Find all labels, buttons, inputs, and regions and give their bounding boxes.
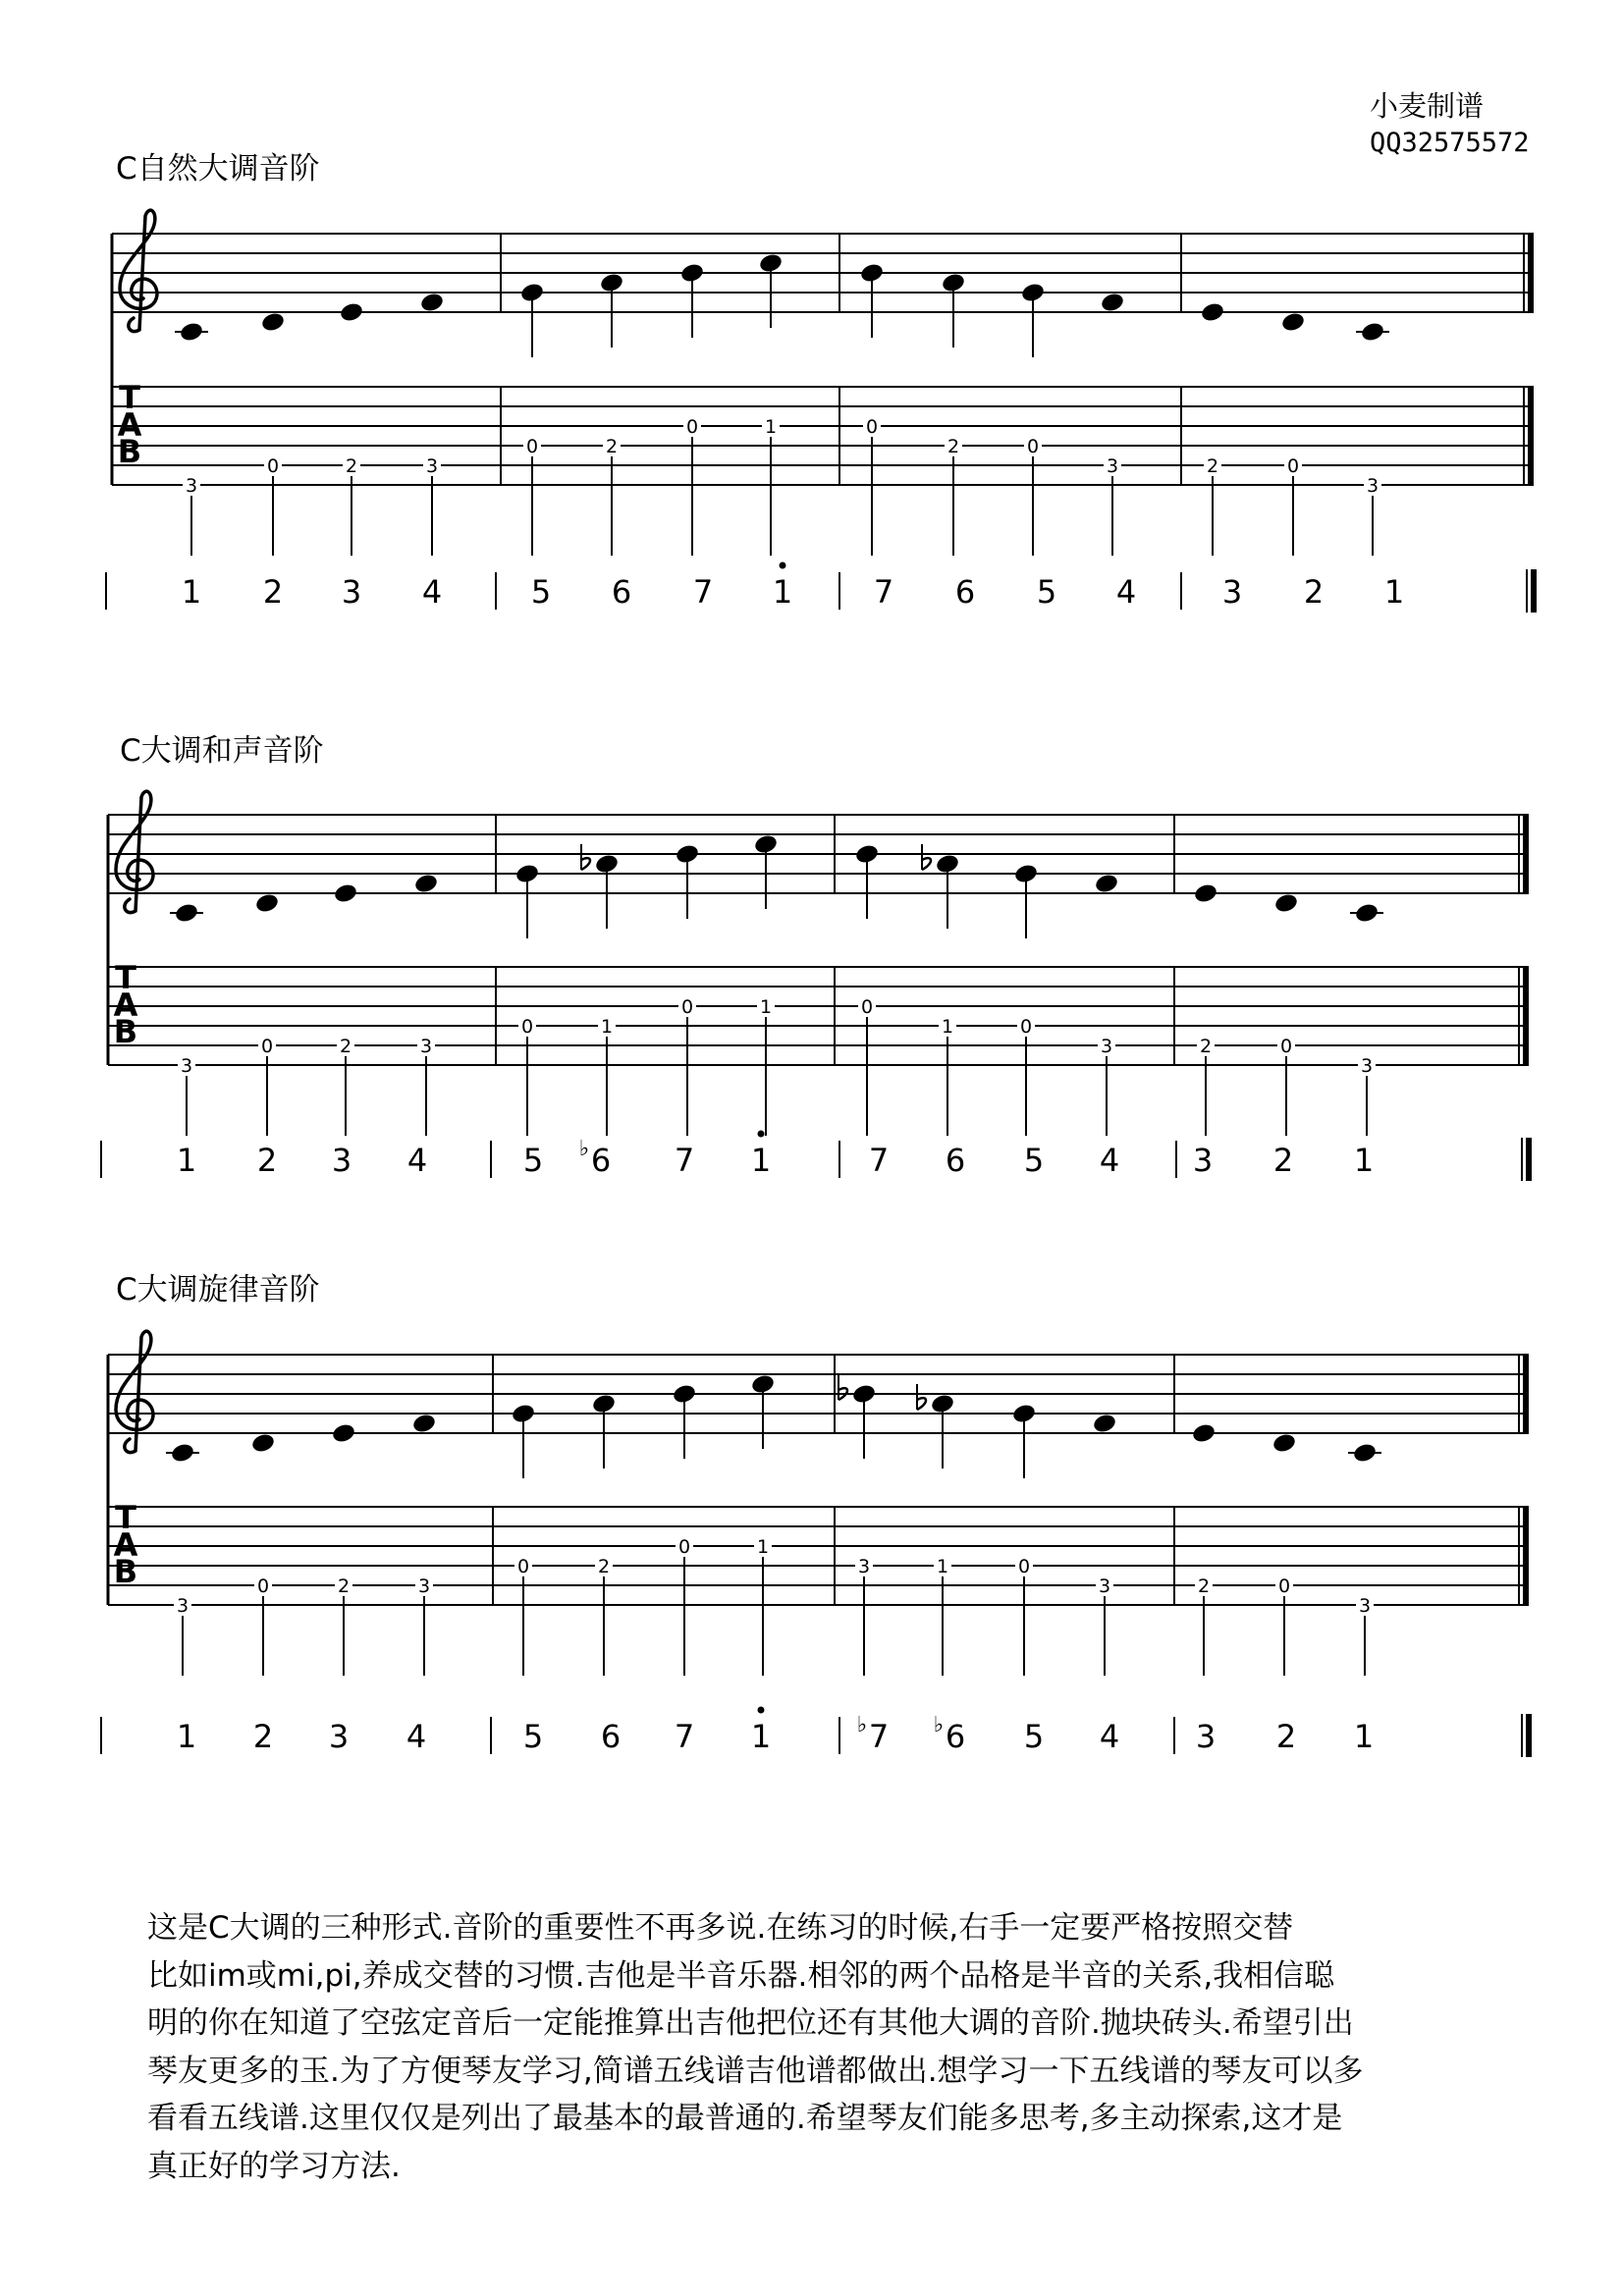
notehead: [1193, 882, 1218, 905]
note: [331, 1422, 356, 1676]
tab-label-a: A: [113, 1526, 138, 1564]
tab-fret-number: 1: [756, 1536, 770, 1558]
jianpu-note: 5: [530, 573, 552, 611]
tab-fret-number: 0: [520, 1016, 534, 1038]
tab-fret-number: 3: [425, 455, 439, 477]
note: [413, 873, 439, 1136]
notehead: [411, 1413, 437, 1435]
notehead: [1100, 292, 1125, 314]
notehead: [1200, 301, 1225, 324]
notehead: [1094, 873, 1119, 895]
jianpu-note: 5: [1023, 1142, 1045, 1179]
tab-fret-number: 0: [865, 416, 879, 438]
section-title-harmonic: C大调和声音阶: [120, 733, 324, 769]
note: [1273, 892, 1299, 1136]
tab-fret-number: 0: [1277, 1575, 1291, 1597]
notehead: [1352, 1442, 1378, 1465]
note: [675, 843, 700, 1136]
tab-fret-number: 0: [266, 455, 280, 477]
notehead: [174, 902, 199, 925]
jianpu-note: 2: [1272, 1142, 1294, 1179]
notehead: [179, 321, 204, 344]
notehead: [250, 1432, 276, 1455]
note: [514, 863, 540, 1136]
tab-fret-number: 3: [419, 1036, 433, 1057]
note: [419, 292, 445, 556]
jianpu-note: 1: [750, 1718, 772, 1755]
tab-fret-number: 3: [185, 475, 198, 497]
note: [917, 1384, 955, 1676]
note: [859, 262, 885, 556]
tab-fret-number: 3: [1098, 1575, 1111, 1597]
system-3: [101, 1331, 1529, 1757]
jianpu-note: 5: [522, 1142, 544, 1179]
notehead: [170, 1442, 195, 1465]
jianpu-flat-icon: ♭: [578, 1137, 590, 1161]
note: [591, 1393, 617, 1676]
tab-fret-number: 3: [1358, 1595, 1372, 1617]
note: [1100, 292, 1125, 556]
jianpu-note: 4: [421, 573, 443, 611]
note: [511, 1403, 536, 1676]
note: [753, 833, 779, 1136]
note: [854, 843, 880, 1136]
jianpu-note: 4: [1099, 1142, 1120, 1179]
notehead: [260, 311, 286, 334]
jianpu-note: 5: [1036, 573, 1057, 611]
jianpu-note: 7: [873, 573, 894, 611]
tab-fret-number: 2: [1197, 1575, 1211, 1597]
note: [339, 301, 364, 556]
tab-fret-number: 1: [936, 1556, 949, 1577]
tab-fret-number: 3: [857, 1556, 871, 1577]
tab-fret-number: 1: [764, 416, 778, 438]
notehead: [1271, 1432, 1297, 1455]
note: [170, 902, 203, 1136]
note: [679, 262, 705, 556]
flat-icon: [581, 858, 590, 870]
jianpu-octave-dot: [780, 562, 786, 569]
author-name: 小麦制谱: [1370, 89, 1485, 123]
tab-fret-number: 3: [1106, 455, 1119, 477]
note: [1348, 1442, 1381, 1676]
tab-fret-number: 2: [1199, 1036, 1213, 1057]
tab-label-t: T: [115, 959, 136, 996]
tab-label-b: B: [113, 1553, 138, 1590]
jianpu-note: 2: [252, 1718, 274, 1755]
note: [1356, 321, 1389, 556]
note: [1280, 311, 1306, 556]
tab-fret-number: 0: [516, 1556, 530, 1577]
note: [1350, 902, 1383, 1136]
jianpu-note: 6: [600, 1718, 622, 1755]
tab-fret-number: 2: [337, 1575, 351, 1597]
note: [1020, 282, 1046, 556]
tab-label-b: B: [117, 433, 142, 470]
note: [672, 1383, 697, 1676]
note: [922, 844, 960, 1136]
tab-fret-number: 2: [1206, 455, 1219, 477]
note: [260, 311, 286, 556]
jianpu-note: 5: [522, 1718, 544, 1755]
jianpu-note: 3: [331, 1142, 352, 1179]
treble-clef-icon: [116, 791, 153, 912]
notehead: [1280, 311, 1306, 334]
note: [1191, 1422, 1217, 1676]
tab-fret-number: 0: [860, 996, 874, 1018]
note: [175, 321, 208, 556]
jianpu-note: 3: [1221, 573, 1243, 611]
jianpu-note: 3: [341, 573, 362, 611]
note: [1094, 873, 1119, 1136]
notehead: [1360, 321, 1385, 344]
jianpu-note: 6: [590, 1142, 612, 1179]
tab-fret-number: 3: [180, 1055, 193, 1077]
system-1: [106, 210, 1534, 613]
jianpu-note: 4: [1115, 573, 1137, 611]
note: [1200, 301, 1225, 556]
tab-label-a: A: [117, 406, 142, 444]
note: [1193, 882, 1218, 1136]
jianpu-note: 6: [611, 573, 632, 611]
note: [1271, 1432, 1297, 1676]
jianpu-note: 7: [692, 573, 714, 611]
tab-fret-number: 3: [1100, 1036, 1113, 1057]
tab-fret-number: 0: [1026, 436, 1040, 457]
tab-label-t: T: [119, 379, 140, 416]
jianpu-note: 2: [262, 573, 284, 611]
note: [1013, 863, 1039, 1136]
notehead: [1092, 1413, 1117, 1435]
tab-fret-number: 2: [339, 1036, 352, 1057]
section-title-natural: C自然大调音阶: [116, 151, 320, 187]
tab-fret-number: 3: [1360, 1055, 1374, 1077]
jianpu-note: 6: [954, 573, 976, 611]
jianpu-note: 5: [1023, 1718, 1045, 1755]
tab-fret-number: 0: [677, 1536, 691, 1558]
jianpu-note: 3: [328, 1718, 350, 1755]
note: [254, 892, 280, 1136]
jianpu-note: 4: [406, 1142, 428, 1179]
tab-fret-number: 0: [680, 996, 694, 1018]
jianpu-note: 7: [674, 1718, 695, 1755]
note: [519, 282, 545, 556]
jianpu-note: 1: [176, 1142, 197, 1179]
jianpu-note: 1: [1353, 1142, 1375, 1179]
jianpu-note: 6: [945, 1142, 966, 1179]
note: [1092, 1413, 1117, 1676]
notehead: [1273, 892, 1299, 915]
explanation-paragraph: 这是C大调的三种形式.音阶的重要性不再多说.在练习的时候,右手一定要严格按照交替 比如im或mi,pi,养成交替的习惯.吉他是半音乐器.相邻的两个品格是半音的关系,我相信聪 明的你在知道了空弦定音后一定能推算出吉他把位还有其他大调的音阶.抛块砖头.希望引出 琴友更多的玉.为了方便琴友学习,简谱五线谱吉他谱都做出.想学习一下五线谱的琴友可以多 看看五线谱.这里仅仅是列出了最基本的最普通的.希望琴友们能多思考,多主动探索,这才是 真正好的学习方法.: [147, 1910, 1364, 2184]
note: [941, 272, 966, 556]
jianpu-octave-dot: [758, 1707, 765, 1714]
jianpu-note: 7: [868, 1142, 890, 1179]
tab-fret-number: 1: [759, 996, 773, 1018]
note: [581, 844, 620, 1136]
notehead: [1354, 902, 1380, 925]
note: [411, 1413, 437, 1676]
note: [758, 252, 784, 556]
flat-icon: [917, 1398, 926, 1410]
tab-fret-number: 3: [417, 1575, 431, 1597]
jianpu-note: 2: [256, 1142, 278, 1179]
notehead: [333, 882, 358, 905]
note: [333, 882, 358, 1136]
jianpu-note: 7: [674, 1142, 695, 1179]
flat-icon: [922, 858, 931, 870]
jianpu-note: 7: [868, 1718, 890, 1755]
jianpu-note: 1: [181, 573, 202, 611]
jianpu-note: 1: [1383, 573, 1405, 611]
treble-clef-icon: [120, 210, 157, 331]
author-qq: QQ32575572: [1370, 128, 1530, 158]
note: [750, 1373, 776, 1676]
notehead: [331, 1422, 356, 1445]
notehead: [1191, 1422, 1217, 1445]
tab-fret-number: 2: [605, 436, 619, 457]
jianpu-note: 3: [1195, 1718, 1217, 1755]
tab-fret-number: 0: [1286, 455, 1300, 477]
jianpu-note: 1: [1353, 1718, 1375, 1755]
jianpu-note: 3: [1192, 1142, 1214, 1179]
jianpu-note: 1: [176, 1718, 197, 1755]
jianpu-note: 2: [1303, 573, 1325, 611]
jianpu-note: 2: [1275, 1718, 1297, 1755]
tab-label-b: B: [113, 1013, 138, 1050]
note: [1011, 1403, 1037, 1676]
notehead: [254, 892, 280, 915]
system-2: [101, 791, 1529, 1181]
jianpu-note: 6: [945, 1718, 966, 1755]
note: [250, 1432, 276, 1676]
note: [839, 1374, 877, 1676]
notehead: [419, 292, 445, 314]
tab-fret-number: 0: [1019, 1016, 1033, 1038]
jianpu-octave-dot: [758, 1131, 765, 1138]
tab-fret-number: 2: [345, 455, 358, 477]
notehead: [339, 301, 364, 324]
tab-fret-number: 0: [256, 1575, 270, 1597]
tab-fret-number: 1: [600, 1016, 614, 1038]
tab-fret-number: 3: [1366, 475, 1380, 497]
tab-fret-number: 3: [176, 1595, 189, 1617]
tab-fret-number: 1: [941, 1016, 954, 1038]
tab-label-a: A: [113, 987, 138, 1024]
tab-fret-number: 0: [1017, 1556, 1031, 1577]
tab-fret-number: 2: [947, 436, 960, 457]
tab-fret-number: 2: [597, 1556, 611, 1577]
tab-fret-number: 0: [1279, 1036, 1293, 1057]
section-title-melodic: C大调旋律音阶: [116, 1272, 320, 1308]
tab-fret-number: 0: [685, 416, 699, 438]
note: [599, 272, 624, 556]
notehead: [413, 873, 439, 895]
tab-fret-number: 0: [260, 1036, 274, 1057]
tab-fret-number: 0: [525, 436, 539, 457]
jianpu-note: 1: [750, 1142, 772, 1179]
treble-clef-icon: [116, 1331, 153, 1452]
tab-label-t: T: [115, 1499, 136, 1536]
jianpu-flat-icon: ♭: [856, 1713, 868, 1737]
note: [166, 1442, 199, 1676]
jianpu-note: 4: [1099, 1718, 1120, 1755]
jianpu-flat-icon: ♭: [933, 1713, 945, 1737]
jianpu-note: 1: [772, 573, 793, 611]
jianpu-note: 4: [406, 1718, 427, 1755]
